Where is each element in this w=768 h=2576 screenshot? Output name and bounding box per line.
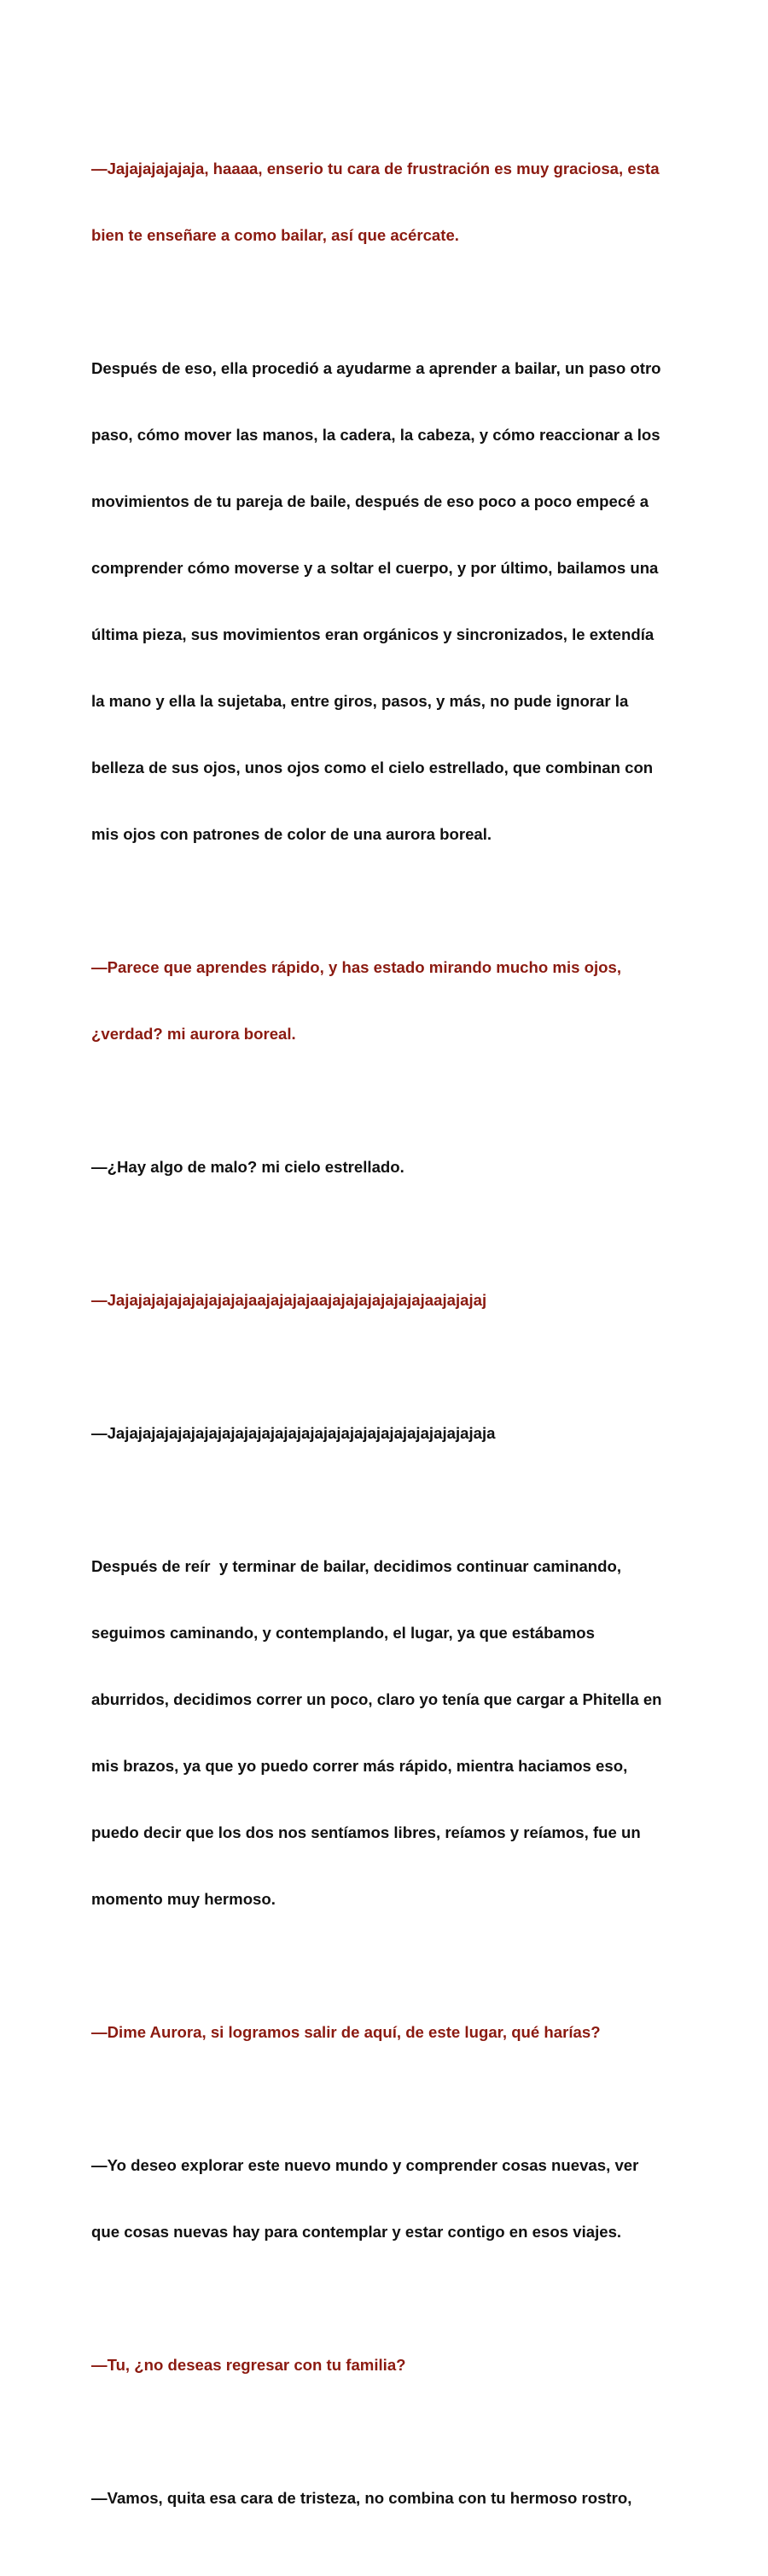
dialogue-paragraph xyxy=(91,1112,689,1223)
text-line: Después de reír y terminar de bailar, decidimos continuar caminando, xyxy=(91,1557,622,1575)
text-line: última pieza, sus movimientos eran orgánicos y sincronizados, le extendía xyxy=(91,625,655,643)
narration-paragraph xyxy=(91,1511,689,1955)
text-line: seguimos caminando, y contemplando, el lugar, ya que estábamos xyxy=(91,1624,595,1642)
story-text xyxy=(91,113,689,2576)
narration-paragraph xyxy=(91,313,689,890)
dialogue-paragraph xyxy=(91,2310,689,2421)
text-line: —Parece que aprendes rápido, y has estado mirando mucho mis ojos, xyxy=(91,958,622,976)
text-line: puedo decir que los dos nos sentíamos libres, reíamos y reíamos, fue un xyxy=(91,1823,641,1841)
text-line: —Yo deseo explorar este nuevo mundo y comprender cosas nuevas, ver xyxy=(91,2156,639,2174)
text-line: belleza de sus ojos, unos ojos como el cielo estrellado, que combinan con xyxy=(91,759,654,776)
text-line: mis ojos con patrones de color de una aurora boreal. xyxy=(91,825,492,843)
text-line: —Jajajajajajajajajajajaajajajajaajajajajajajajajaajajajaj xyxy=(91,1291,487,1309)
text-line: —Dime Aurora, si logramos salir de aquí, de este lugar, qué harías? xyxy=(91,2023,601,2041)
text-line: la mano y ella la sujetaba, entre giros, pasos, y más, no pude ignorar la xyxy=(91,692,629,710)
dialogue-paragraph xyxy=(91,1245,689,1356)
dialogue-paragraph xyxy=(91,2443,689,2554)
dialogue-paragraph xyxy=(91,113,689,291)
dialogue-paragraph xyxy=(91,912,689,1090)
text-line: —¿Hay algo de malo? mi cielo estrellado. xyxy=(91,1158,404,1176)
text-line: —Jajajajajajajajajajajajajajajajajajajajajajajajajajajajaja xyxy=(91,1424,496,1442)
text-line: que cosas nuevas hay para contemplar y estar contigo en esos viajes. xyxy=(91,2223,622,2241)
text-line: paso, cómo mover las manos, la cadera, la cabeza, y cómo reaccionar a los xyxy=(91,426,660,444)
text-line: —Tu, ¿no deseas regresar con tu familia? xyxy=(91,2356,406,2374)
dialogue-paragraph xyxy=(91,1977,689,2088)
text-line: —Jajajajajajaja, haaaa, enserio tu cara de frustración es muy graciosa, esta xyxy=(91,160,660,177)
text-line: aburridos, decidimos correr un poco, claro yo tenía que cargar a Phitella en xyxy=(91,1690,662,1708)
dialogue-paragraph xyxy=(91,1378,689,1489)
text-line: Después de eso, ella procedió a ayudarme a aprender a bailar, un paso otro xyxy=(91,359,661,377)
text-line: mis brazos, ya que yo puedo correr más rápido, mientra haciamos eso, xyxy=(91,1757,628,1775)
text-line: ¿verdad? mi aurora boreal. xyxy=(91,1025,296,1043)
text-line: —Vamos, quita esa cara de tristeza, no combina con tu hermoso rostro, xyxy=(91,2489,632,2507)
dialogue-paragraph xyxy=(91,2110,689,2288)
text-line: movimientos de tu pareja de baile, después de eso poco a poco empecé a xyxy=(91,492,649,510)
text-line: bien te enseñare a como bailar, así que acércate. xyxy=(91,226,459,244)
text-line: comprender cómo moverse y a soltar el cuerpo, y por último, bailamos una xyxy=(91,559,659,577)
text-line: momento muy hermoso. xyxy=(91,1890,276,1908)
